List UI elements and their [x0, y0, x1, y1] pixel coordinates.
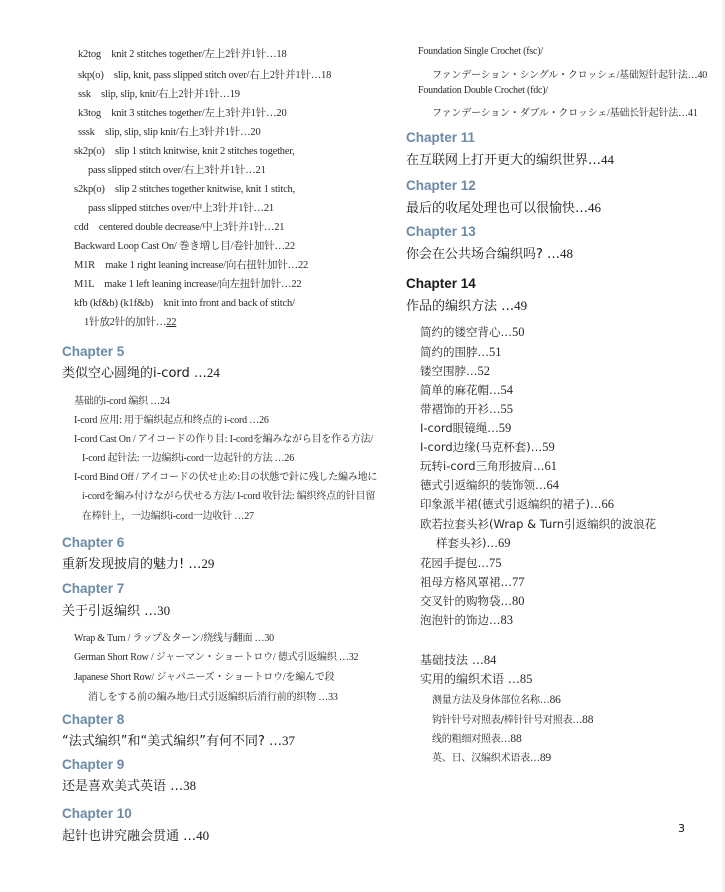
entry-text: Wrap & Turn / ラップ＆ターン/绕线与翻面 … — [74, 633, 265, 644]
entry-text: sssk slip, slip, slip knit/右上3针并1针… — [78, 127, 251, 138]
entry-text: ファンデーション・シングル・クロッシェ/基础短针起针法… — [432, 70, 698, 81]
entry-text: Foundation Double Crochet (fdc)/ — [418, 85, 548, 96]
entry-text: M1L make 1 left leaning increase/向左扭针加针… — [74, 279, 292, 290]
entry-page: 26 — [259, 415, 269, 426]
project-entry[interactable] — [420, 612, 513, 628]
entry-page: 20 — [250, 127, 261, 138]
toc-entry-continued[interactable] — [88, 200, 274, 215]
entry-text: 消しをする前の編み地/日式引返编织后消行前的织物 … — [88, 692, 329, 703]
entry-text: pass slipped stitch over/右上3针并1针… — [88, 165, 256, 176]
entry-page: 18 — [276, 49, 287, 60]
entry-text: 简单的麻花帽… — [420, 383, 501, 397]
chapter-title-text: 类似空心圆绳的i-cord … — [62, 366, 207, 381]
entry-text: s2kp(o) slip 2 stitches together knitwise, knit 1 stitch, — [74, 184, 296, 195]
toc-entry[interactable] — [74, 648, 358, 663]
entry-page: 64 — [546, 478, 559, 492]
project-entry-continued[interactable] — [436, 535, 511, 551]
entry-text: pass slipped stitches over/中上3针并1针… — [88, 203, 264, 214]
entry-page: 22 — [297, 260, 309, 271]
toc-entry[interactable] — [78, 67, 331, 82]
entry-text: Japanese Short Row/ ジャパニーズ・ショートロウ/を編んで段 — [74, 672, 335, 683]
entry-text: 简约的镂空背心… — [420, 325, 512, 339]
toc-entry[interactable] — [78, 105, 287, 120]
chapter-11-title[interactable] — [406, 149, 614, 168]
toc-entry[interactable] — [432, 711, 593, 726]
entry-text: i-cordを編み付けながら伏せる方法/ I-cord 收针法: 编织终点的针目留 — [82, 491, 376, 502]
entry-page: 41 — [687, 108, 698, 119]
toc-entry-continued[interactable] — [82, 449, 294, 464]
entry-text: 线的粗细对照表… — [432, 734, 511, 745]
toc-entry[interactable] — [74, 411, 269, 426]
entry-text: I-cord 应用: 用于编织起点和终点的 i-cord … — [74, 415, 260, 426]
entry-text: 样套头衫)… — [436, 536, 498, 550]
project-entry[interactable] — [420, 439, 555, 455]
entry-page: 54 — [500, 383, 513, 397]
project-entry[interactable] — [420, 477, 559, 493]
chapter-11-label: Chapter 11 — [406, 130, 476, 145]
chapter-page: 40 — [196, 828, 210, 843]
entry-text: I-cord Bind Off / アイコードの伏せ止め:目の状態で針に残した編み地に — [74, 472, 378, 483]
entry-text: I-cord 起针法: 一边编织i-cord一边起针的方法 … — [82, 453, 285, 464]
toc-entry[interactable] — [78, 86, 240, 101]
toc-entry[interactable] — [418, 85, 548, 96]
toc-entry-continued[interactable] — [82, 487, 375, 502]
project-entry[interactable] — [420, 555, 502, 571]
entry-page: 32 — [348, 652, 359, 663]
page-edge-shadow — [721, 0, 725, 892]
entry-text: 玩转i-cord三角形披肩… — [420, 459, 545, 473]
entry-text: ssk slip, slip, knit/右上2针并1针… — [78, 89, 230, 100]
toc-entry[interactable] — [74, 143, 295, 158]
chapter-title-text: 关于引返编织 … — [62, 604, 158, 619]
entry-text: 泡泡针的饰边… — [420, 613, 501, 627]
appendix-terms[interactable] — [420, 670, 532, 687]
chapter-8-title[interactable] — [62, 730, 295, 749]
chapter-7-title[interactable] — [62, 600, 170, 619]
toc-entry[interactable] — [78, 124, 261, 139]
chapter-title-text: 最后的收尾处理也可以很愉快… — [406, 201, 589, 216]
entry-text: 实用的编织术语 … — [420, 672, 520, 686]
chapter-7-label: Chapter 7 — [62, 581, 125, 596]
entry-page: 88 — [582, 714, 594, 726]
chapter-12-label: Chapter 12 — [406, 178, 476, 193]
entry-page: 77 — [512, 575, 525, 589]
chapter-10-title[interactable] — [62, 825, 209, 844]
chapter-title-text: 还是喜欢美式英语 … — [62, 779, 184, 794]
entry-page: 40 — [697, 70, 708, 81]
entry-text: 印象派半裙(德式引返编织的裙子)… — [420, 497, 602, 511]
toc-entry-continued[interactable] — [432, 66, 707, 81]
entry-page: 18 — [321, 70, 332, 81]
toc-entry[interactable] — [74, 181, 295, 196]
toc-entry[interactable] — [418, 46, 543, 57]
entry-text: 基础技法 … — [420, 653, 484, 667]
entry-text: 测量方法及身体部位名称… — [432, 695, 550, 706]
entry-page: 80 — [512, 594, 525, 608]
entry-text: 1针放2针的加针… — [84, 317, 167, 328]
toc-entry[interactable] — [74, 468, 377, 483]
entry-page: 89 — [539, 752, 551, 764]
project-entry[interactable] — [420, 574, 525, 590]
project-entry[interactable] — [420, 420, 511, 436]
chapter-title-text: “法式编织”和“美式编织”有何不同? … — [62, 734, 282, 749]
toc-entry-continued[interactable] — [88, 162, 266, 177]
entry-text: k3tog knit 3 stitches together/左上3针并1针… — [78, 108, 277, 119]
entry-text: 德式引返编织的装饰领… — [420, 478, 547, 492]
toc-entry[interactable] — [74, 257, 308, 272]
chapter-page: 49 — [514, 298, 528, 313]
chapter-5-title[interactable] — [62, 362, 220, 381]
entry-text: cdd centered double decrease/中上3针并1针… — [74, 222, 275, 233]
project-entry[interactable] — [420, 401, 513, 417]
page-number: 3 — [678, 822, 685, 835]
chapter-page: 38 — [183, 778, 197, 793]
chapter-13-label: Chapter 13 — [406, 224, 476, 239]
project-entry[interactable] — [420, 516, 656, 532]
toc-entry[interactable] — [74, 219, 284, 234]
entry-text: sk2p(o) slip 1 stitch knitwise, knit 2 stitches together, — [74, 146, 295, 157]
chapter-title-text: 作品的编织方法 … — [406, 299, 515, 314]
project-entry[interactable] — [420, 593, 525, 609]
entry-text: 基础的i-cord 编织 … — [74, 396, 161, 407]
toc-entry[interactable] — [432, 730, 522, 745]
entry-text: 交叉针的购物袋… — [420, 594, 512, 608]
entry-text: Foundation Single Crochet (fsc)/ — [418, 46, 543, 57]
entry-text: 英、日、汉编织术语表… — [432, 753, 540, 764]
toc-entry[interactable] — [432, 691, 561, 706]
entry-text: 在棒针上，一边编织i-cord一边收针 … — [82, 511, 245, 522]
chapter-page: 37 — [281, 733, 295, 748]
entry-page: 52 — [477, 364, 490, 378]
chapter-6-label: Chapter 6 — [62, 535, 125, 550]
entry-text: 钩针针号对照表/棒针针号对照表… — [432, 715, 583, 726]
entry-text: kfb (kf&b) (k1f&b) knit into front and back of stitch/ — [74, 298, 295, 309]
entry-text: I-cord Cast On / アイコードの作り目: I-cordを編みながら目を作る方法/ — [74, 434, 373, 445]
entry-page: 50 — [512, 325, 525, 339]
entry-text: I-cord边缘(马克杯套)… — [420, 440, 543, 454]
entry-text: 镂空围脖… — [420, 364, 478, 378]
toc-entry[interactable] — [74, 238, 295, 253]
chapter-12-title[interactable] — [406, 197, 601, 216]
toc-entry[interactable] — [74, 295, 295, 310]
entry-text: 欧若拉套头衫(Wrap & Turn引返编织的波浪花 — [420, 517, 657, 531]
entry-page: 83 — [500, 613, 513, 627]
project-entry[interactable] — [420, 363, 490, 379]
chapter-6-title[interactable] — [62, 553, 214, 572]
entry-page: 30 — [264, 633, 274, 644]
chapter-9-title[interactable] — [62, 775, 196, 794]
entry-text: Backward Loop Cast On/ 巻き増し目/卷针加针… — [74, 241, 285, 252]
entry-page: 26 — [284, 453, 294, 464]
entry-text: k2tog knit 2 stitches together/左上2针并1针… — [78, 49, 277, 60]
entry-text: M1R make 1 right leaning increase/向右扭针加针… — [74, 260, 298, 271]
toc-entry[interactable] — [74, 392, 170, 407]
project-entry[interactable] — [420, 458, 557, 474]
toc-entry-continued[interactable] — [84, 314, 176, 329]
toc-entry-continued[interactable] — [82, 507, 254, 522]
project-entry[interactable] — [420, 496, 614, 512]
chapter-10-label: Chapter 10 — [62, 806, 132, 821]
chapter-8-label: Chapter 8 — [62, 712, 125, 727]
entry-page: 69 — [498, 536, 511, 550]
chapter-title-text: 你会在公共场合编织吗? … — [406, 247, 561, 262]
project-entry[interactable] — [420, 382, 513, 398]
entry-page: 59 — [498, 421, 512, 435]
entry-page: 84 — [483, 653, 497, 667]
entry-text: German Short Row / ジャーマン・ショートロウ/ 德式引返编织 … — [74, 652, 349, 663]
chapter-page: 24 — [206, 365, 220, 380]
toc-entry[interactable] — [74, 668, 334, 683]
chapter-page: 29 — [201, 556, 215, 571]
entry-text: I-cord眼镜绳… — [420, 421, 499, 435]
entry-page: 85 — [519, 672, 533, 686]
toc-entry[interactable] — [432, 749, 551, 764]
toc-entry-continued[interactable] — [432, 104, 698, 119]
entry-page: 22 — [166, 317, 177, 328]
entry-page: 88 — [510, 733, 522, 745]
entry-page: 33 — [328, 692, 338, 703]
entry-text: 简约的围脖… — [420, 345, 489, 359]
entry-page: 21 — [263, 203, 274, 214]
entry-text: 带褶饰的开衫… — [420, 402, 501, 416]
entry-text: 祖母方格风罩裙… — [420, 575, 512, 589]
chapter-9-label: Chapter 9 — [62, 757, 125, 772]
entry-page: 22 — [284, 241, 295, 252]
entry-page: 51 — [489, 345, 502, 359]
entry-page: 20 — [276, 108, 287, 119]
toc-entry[interactable] — [74, 276, 301, 291]
entry-text: ファンデーション・ダブル・クロッシェ/基础长针起针法… — [432, 108, 688, 119]
chapter-13-title[interactable] — [406, 243, 573, 262]
chapter-title-text: 在互联网上打开更大的编织世界… — [406, 153, 602, 168]
entry-page: 22 — [291, 279, 302, 290]
entry-page: 24 — [160, 396, 170, 407]
chapter-page: 44 — [601, 152, 615, 167]
toc-entry[interactable] — [74, 430, 373, 445]
entry-page: 55 — [500, 402, 513, 416]
entry-text: 花园手提包… — [420, 556, 489, 570]
chapter-title-text: 重新发现披肩的魅力! … — [62, 557, 202, 572]
chapter-14-title[interactable] — [406, 295, 527, 314]
chapter-title-text: 起针也讲究融会贯通 … — [62, 829, 197, 844]
toc-entry-continued[interactable] — [88, 688, 338, 703]
entry-page: 27 — [244, 511, 254, 522]
chapter-page: 48 — [560, 246, 574, 261]
entry-page: 19 — [229, 89, 240, 100]
chapter-page: 30 — [157, 603, 171, 618]
project-entry[interactable] — [420, 324, 525, 340]
entry-text: skp(o) slip, knit, pass slipped stitch over/右上2针并1针… — [78, 70, 322, 81]
entry-page: 61 — [544, 459, 558, 473]
toc-entry[interactable] — [78, 46, 287, 61]
entry-page: 66 — [601, 497, 614, 511]
entry-page: 21 — [274, 222, 285, 233]
chapter-14-label: Chapter 14 — [406, 276, 476, 291]
toc-entry[interactable] — [74, 629, 274, 644]
entry-page: 21 — [255, 165, 266, 176]
entry-page: 75 — [489, 556, 502, 570]
project-entry[interactable] — [420, 344, 502, 360]
chapter-page: 46 — [588, 200, 602, 215]
chapter-5-label: Chapter 5 — [62, 344, 125, 359]
entry-page: 59 — [542, 440, 555, 454]
appendix-basics[interactable] — [420, 651, 496, 668]
entry-page: 86 — [549, 694, 561, 706]
